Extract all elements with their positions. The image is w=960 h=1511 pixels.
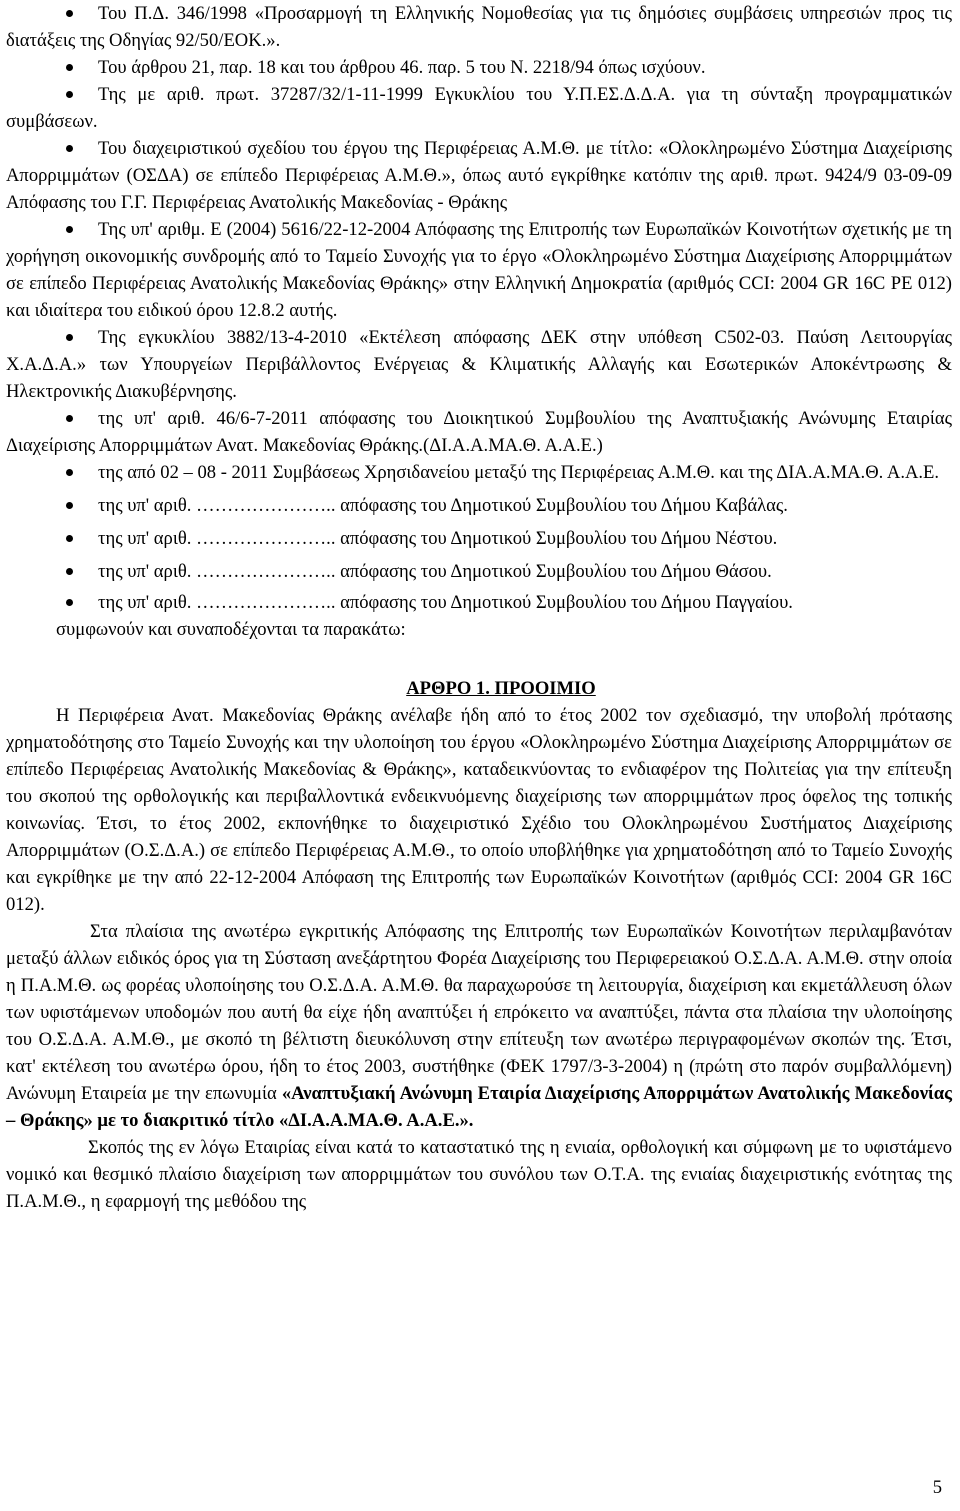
list-item	[6, 135, 952, 216]
bullet-icon	[66, 91, 73, 98]
list-item-text: Του Π.Δ. 346/1998 «Προσαρμογή τη Ελληνικής Νομοθεσίας για τις δημόσιες συμβάσεις υπηρεσιών προς τις διατάξεις της Οδηγίας 92/50/ΕΟΚ.».	[6, 3, 952, 51]
page-number: 5	[932, 1477, 942, 1498]
list-item-text: Της υπ' αριθμ. Ε (2004) 5616/22-12-2004 Απόφασης της Επιτροπής των Ευρωπαϊκών Κοινοτήτων σχετικής με τη χορήγηση οικονομικής συνδρομής από το Ταμείο Συνοχής για το έργο «Ολοκληρωμένο Σύστημα Διαχείρισης Απορριμμάτων σε επίπεδο Περιφέρειας Ανατολικής Μακεδονίας Θράκης» στην Ελληνική Δημοκρατία (αριθμός CCI: 2004 GR 16C PE 012) και ιδιαίτερα του ειδικού όρου 12.8.2 αυτής.	[6, 219, 952, 321]
list-item	[6, 492, 952, 519]
bullet-icon	[66, 64, 73, 71]
list-item-text: της υπ' αριθ. 46/6-7-2011 απόφασης του Διοικητικού Συμβουλίου της Αναπτυξιακής Ανώνυμης Εταιρίας Διαχείρισης Απορριμμάτων Ανατ. Μακεδονίας Θράκης.(ΔΙ.Α.Α.ΜΑ.Θ. Α.Α.Ε.)	[6, 408, 952, 456]
paragraph: Σκοπός της εν λόγω Εταιρίας είναι κατά το καταστατικό της η ενιαία, ορθολογική και σύμφωνη με το υφιστάμενο νομικό και θεσμικό πλαίσιο διαχείριση των απορριμμάτων του συνόλου των Ο.Τ.Α. της ενιαίας διαχειριστικής ενότητας της Π.Α.Μ.Θ., η εφαρμογή της μεθόδου της	[6, 1137, 952, 1212]
bullet-icon	[66, 469, 73, 476]
list-item	[6, 589, 952, 616]
list-item-text: της υπ' αριθ. ………………….. απόφασης του Δημοτικού Συμβουλίου του Δήμου Νέστου.	[98, 528, 778, 549]
company-name-bold: «Αναπτυξιακή Ανώνυμη Εταιρία Διαχείρισης Απορριμάτων Ανατολικής Μακεδονίας – Θράκης» με το διακριτικό τίτλο «ΔΙ.Α.Α.ΜΑ.Θ. Α.Α.Ε.».	[6, 1083, 952, 1131]
list-item-text: Του διαχειριστικού σχεδίου του έργου της Περιφέρειας Α.Μ.Θ. με τίτλο: «Ολοκληρωμένο Σύστημα Διαχείρισης Απορριμμάτων (ΟΣΔΑ) σε επίπεδο Περιφέρειας Α.Μ.Θ.», όπως αυτό εγκρίθηκε κατόπιν της αριθ. πρωτ. 9424/9 03-09-09 Απόφασης του Γ.Γ. Περιφέρειας Ανατολικής Μακεδονίας - Θράκης	[6, 138, 952, 213]
list-item-text: Της με αριθ. πρωτ. 37287/32/1-11-1999 Εγκυκλίου του Υ.Π.ΕΣ.Δ.Δ.Α. για τη σύνταξη προγραμματικών συμβάσεων.	[6, 84, 952, 132]
list-item	[6, 459, 952, 486]
bullet-icon	[66, 415, 73, 422]
bullet-icon	[66, 599, 73, 606]
bullet-icon	[66, 568, 73, 575]
list-item	[6, 558, 952, 585]
agreement-line: συμφωνούν και συναποδέχονται τα παρακάτω:	[56, 619, 406, 640]
list-item	[6, 405, 952, 459]
list-item-text: Του άρθρου 21, παρ. 18 και του άρθρου 46. παρ. 5 του Ν. 2218/94 όπως ισχύουν.	[98, 57, 706, 78]
bullet-icon	[66, 10, 73, 17]
list-item-text: της υπ' αριθ. ………………….. απόφασης του Δημοτικού Συμβουλίου του Δήμου Καβάλας.	[98, 495, 788, 516]
document-page	[6, 0, 952, 1215]
bullet-icon	[66, 145, 73, 152]
paragraph	[6, 918, 952, 1134]
list-item-text: της από 02 – 08 - 2011 Συμβάσεως Χρησιδανείου μεταξύ της Περιφέρειας Α.Μ.Θ. και της ΔΙΑ.Α.ΜΑ.Θ. Α.Α.Ε.	[98, 462, 940, 483]
list-item	[6, 525, 952, 552]
list-item	[6, 216, 952, 324]
list-item-text: της υπ' αριθ. ………………….. απόφασης του Δημοτικού Συμβουλίου του Δήμου Παγγαίου.	[98, 592, 793, 613]
paragraph: Η Περιφέρεια Ανατ. Μακεδονίας Θράκης ανέλαβε ήδη από το έτος 2002 τον σχεδιασμό, την υποβολή πρότασης χρηματοδότησης στο Ταμείο Συνοχής και την υλοποίηση του έργου «Ολοκληρωμένο Σύστημα Διαχείρισης Απορριμμάτων σε επίπεδο Περιφέρειας Ανατολικής Μακεδονίας & Θράκης», καταδεικνύοντας το ενδιαφέρον της Πολιτείας για την επίτευξη του σκοπού της ορθολογικής και περιβαλλοντικά ενδεικνυόμενης διαχείρισης των απορριμμάτων προς όφελος της τοπικής κοινωνίας. Έτσι, το έτος 2002, εκπονήθηκε το διαχειριστικό Σχέδιο του Ολοκληρωμένου Συστήματος Διαχείρισης Απορριμμάτων (Ο.Σ.Δ.Α.) σε επίπεδο Περιφέρειας Α.Μ.Θ., το οποίο υποβλήθηκε για χρηματοδότηση από το Ταμείο Συνοχής και εγκρίθηκε με την από 22-12-2004 Απόφαση της Επιτροπής των Ευρωπαϊκών Κοινοτήτων (αριθμός CCI: 2004 GR 16C 012).	[6, 705, 952, 915]
bullet-icon	[66, 535, 73, 542]
list-item	[6, 0, 952, 54]
list-item	[6, 54, 952, 81]
list-item	[6, 324, 952, 405]
bullet-icon	[66, 502, 73, 509]
list-item-text: Της εγκυκλίου 3882/13-4-2010 «Εκτέλεση απόφασης ΔΕΚ στην υπόθεση C502-03. Παύση Λειτουργίας Χ.Α.Δ.Α.» των Υπουργείων Περιβάλλοντος Ενέργειας & Κλιματικής Αλλαγής και Εσωτερικών Αποκέντρωσης & Ηλεκτρονικής Διακυβέρνησης.	[6, 327, 952, 402]
paragraph-text: Στα πλαίσια της ανωτέρω εγκριτικής Απόφασης της Επιτροπής των Ευρωπαϊκών Κοινοτήτων περιλαμβανόταν μεταξύ άλλων ειδικός όρος για τη Σύσταση ανεξάρτητου Φορέα Διαχείρισης του Περιφερειακού Ο.Σ.Δ.Α. Α.Μ.Θ. στην οποία η Π.Α.Μ.Θ. ως φορέας υλοποίησης του Ο.Σ.Δ.Α. Α.Μ.Θ. θα παραχωρούσε τη λειτουργία, διαχείριση και εκμετάλλευση όλων των υφιστάμενων υποδομών που αυτή θα είχε ήδη αναπτύξει ή επρόκειτο να αναπτύξει, πάντα στα πλαίσια την υλοποίησης του Ο.Σ.Δ.Α. Α.Μ.Θ., με σκοπό τη βέλτιστη διευκόλυνση στην επίτευξη των ανωτέρω περιγραφομένων σκοπών της. Έτσι, κατ' εκτέλεση του ανωτέρω όρου, ήδη το έτος 2003, συστήθηκε (ΦΕΚ 1797/3-3-2004) η (πρώτη στο παρόν συμβαλλόμενη) Ανώνυμη Εταιρεία με την επωνυμία	[6, 921, 952, 1104]
list-item	[6, 81, 952, 135]
article-heading: ΑΡΘΡΟ 1. ΠΡΟΟΙΜΙΟ	[406, 678, 596, 699]
bullet-icon	[66, 334, 73, 341]
bullet-icon	[66, 226, 73, 233]
list-item-text: της υπ' αριθ. ………………….. απόφασης του Δημοτικού Συμβουλίου του Δήμου Θάσου.	[98, 561, 772, 582]
